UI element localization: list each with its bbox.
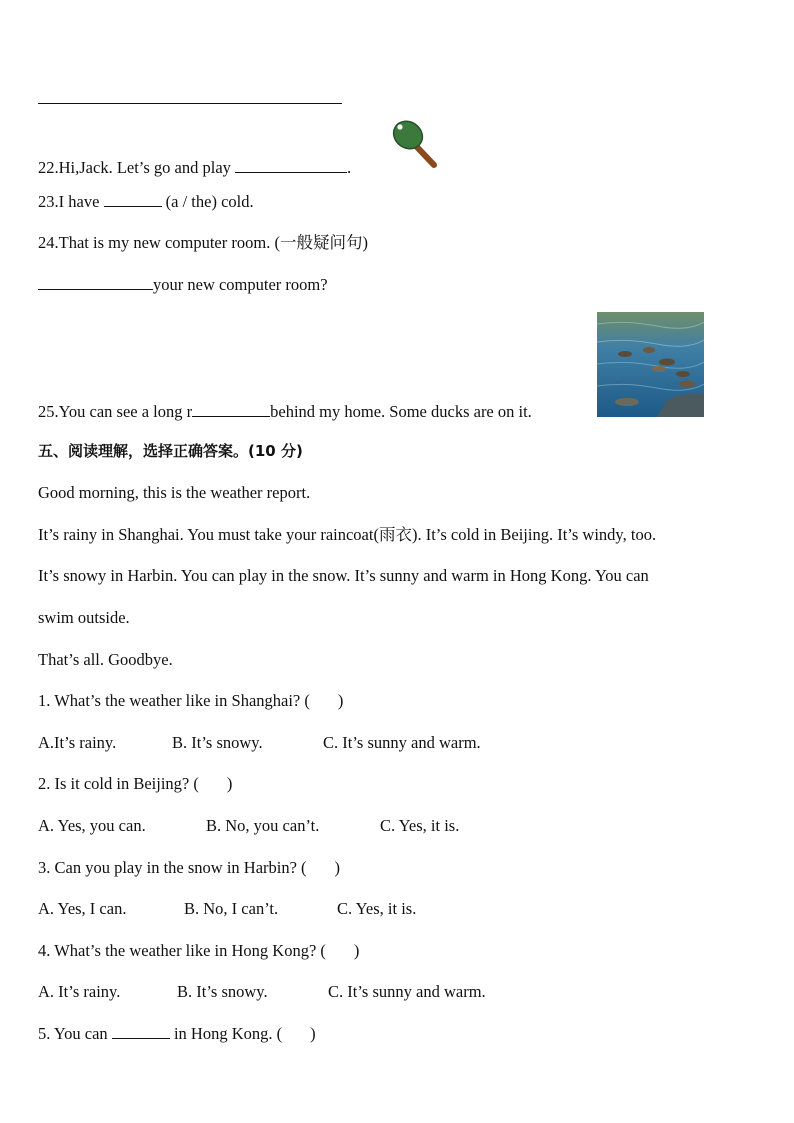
question-number: 25. [38, 402, 59, 421]
passage-line: swim outside. [38, 608, 130, 627]
question-text: Hi,Jack. Let’s go and play [58, 158, 236, 177]
option-c[interactable]: C. It’s sunny and warm. [323, 733, 481, 752]
answer-blank[interactable] [104, 192, 162, 207]
passage-line: It’s snowy in Harbin. You can play in the snow. It’s sunny and warm in Hong Kong. You can [38, 566, 649, 585]
options-2 [38, 816, 459, 836]
option-a[interactable]: A. Yes, I can. [38, 899, 127, 918]
question-number: 22. [38, 158, 59, 177]
question-number: 23. [38, 192, 59, 211]
passage-line: It’s rainy in Shanghai. You must take your raincoat(雨衣). It’s cold in Beijing. It’s windy, too. [38, 525, 657, 544]
reading-question-4: 4. What’s the weather like in Hong Kong? ( ) [38, 941, 360, 960]
option-a[interactable]: A. It’s rainy. [38, 982, 121, 1001]
option-b[interactable]: B. It’s snowy. [172, 733, 263, 752]
answer-blank[interactable] [192, 402, 270, 417]
passage-line: That’s all. Goodbye. [38, 650, 173, 669]
passage-line: Good morning, this is the weather report. [38, 483, 311, 502]
question-24 [38, 233, 368, 253]
option-b[interactable]: B. No, you can’t. [206, 816, 320, 835]
reading-question-2: 2. Is it cold in Beijing? ( ) [38, 774, 233, 793]
reading-question-5: 5. You can in Hong Kong. ( ) [38, 1024, 316, 1043]
options-1 [38, 733, 481, 753]
answer-line-top [38, 103, 342, 104]
option-a[interactable]: A.It’s rainy. [38, 733, 117, 752]
question-number: 24. [38, 233, 59, 252]
option-c[interactable]: C. It’s sunny and warm. [328, 982, 486, 1001]
question-22: 22.Hi,Jack. Let’s go and play . [38, 158, 352, 177]
option-b[interactable]: B. It’s snowy. [177, 982, 268, 1001]
options-3 [38, 899, 416, 919]
answer-blank[interactable] [38, 275, 153, 290]
question-23: 23.I have (a / the) cold. [38, 192, 254, 211]
reading-question-1: 1. What’s the weather like in Shanghai? ( ) [38, 691, 344, 710]
options-4 [38, 982, 486, 1002]
question-24-answer: your new computer room? [38, 275, 328, 295]
answer-blank[interactable] [112, 1024, 170, 1039]
ping-pong-paddle-icon [390, 118, 442, 170]
river-ducks-photo [597, 312, 704, 417]
option-c[interactable]: C. Yes, it is. [380, 816, 460, 835]
question-25: 25.You can see a long r behind my home. Some ducks are on it. [38, 402, 532, 421]
section-heading: 五、阅读理解，选择正确答案。(10 分) [38, 442, 303, 460]
option-b[interactable]: B. No, I can’t. [184, 899, 279, 918]
reading-question-3: 3. Can you play in the snow in Harbin? ( ) [38, 858, 341, 877]
question-text: That is my new computer room. (一般疑问句) [58, 233, 368, 252]
option-c[interactable]: C. Yes, it is. [337, 899, 417, 918]
answer-blank[interactable] [235, 158, 347, 173]
option-a[interactable]: A. Yes, you can. [38, 816, 146, 835]
